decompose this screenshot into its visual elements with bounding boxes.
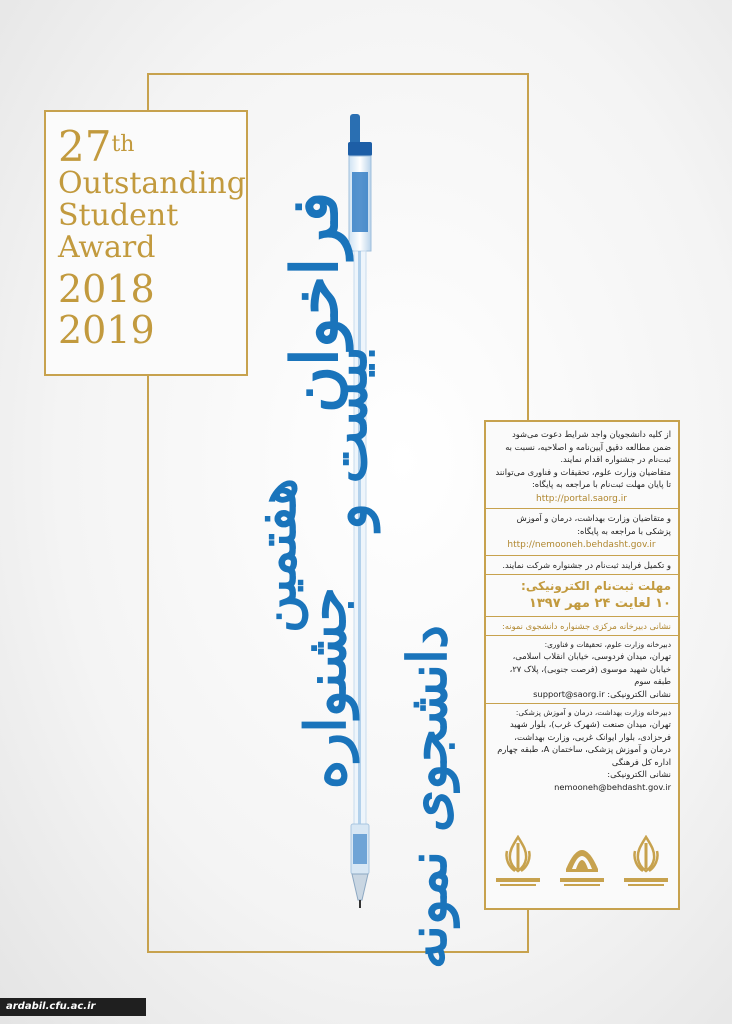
award-number: 27th [58, 122, 135, 171]
info-paragraph-2: متقاضیان وزارت علوم، تحقیقات و فناوری می‌توانند تا پایان مهلت ثبت‌نام با مراجعه به پایگاه: [495, 466, 671, 489]
award-year-1: 2018 [58, 267, 155, 311]
behdasht-link[interactable]: http://nemooneh.behdasht.gov.ir [507, 540, 656, 550]
award-suffix: th [111, 132, 135, 157]
info-paragraph-4: و تکمیل فرایند ثبت‌نام در جشنواره شرکت نمایند. [502, 559, 671, 570]
emblem-caption-bar [560, 878, 604, 882]
deadline-value: ۱۰ لغایت ۲۴ مهر ۱۳۹۷ [528, 596, 671, 611]
address-1-email[interactable]: نشانی الکترونیکی: support@saorg.ir [533, 688, 671, 699]
address-2-email[interactable]: نشانی الکترونیکی: nemooneh@behdasht.gov.ir [554, 769, 671, 792]
info-paragraph-3: و متقاضیان وزارت بهداشت، درمان و آموزش پزشکی با مراجعه به پایگاه: [516, 513, 671, 536]
address-title: نشانی دبیرخانه مرکزی جشنواره دانشجوی نمونه: [502, 621, 671, 631]
address-1-title: دبیرخانه وزارت علوم، تحقیقات و فناوری: [544, 640, 671, 649]
divider [486, 574, 678, 575]
info-panel [484, 420, 680, 910]
info-paragraph-1: از کلیه دانشجویان واجد شرایط دعوت می‌شود ضمن مطالعه دقیق آیین‌نامه و اصلاحیه، نسبت به ثبت‌نام در جشنواره اقدام نمایند. [505, 429, 671, 464]
address-2-title: دبیرخانه وزارت بهداشت، درمان و آموزش پزشکی: [515, 708, 671, 717]
title-word-5: دانشجوی نمونه [395, 624, 460, 970]
title-word-1: فراخوان [278, 191, 354, 414]
ministry-emblem-icon [492, 835, 544, 901]
festival-logo-icon [556, 835, 608, 901]
address-1-text: تهران، میدان فردوسی، خیابان انقلاب اسلامی، خیابان شهید موسوی (فرصت جنوبی)، پلاک ۲۷، طبقه سوم [509, 651, 671, 686]
divider [486, 616, 678, 617]
ministry-emblem-icon [620, 835, 672, 901]
divider [486, 635, 678, 636]
award-line-1: Outstanding [58, 166, 246, 201]
divider [486, 703, 678, 704]
title-word-4: جشنواره [293, 586, 360, 790]
award-line-2: Student [58, 198, 179, 233]
emblem-caption-bar [496, 878, 540, 882]
divider [486, 508, 678, 509]
emblem-caption-bar [500, 884, 536, 886]
award-box [44, 110, 248, 376]
emblem-caption-bar [628, 884, 664, 886]
award-year-2: 2019 [58, 308, 155, 352]
calligraphy-title [246, 145, 475, 970]
emblem-caption-bar [564, 884, 600, 886]
address-2-text: تهران، میدان صنعت (شهرک غرب)، بلوار شهید فرحزادی، بلوار ایوانک غربی، وزارت بهداشت، درمان و آموزش پزشکی، ساختمان A، طبقه چهارم اداره کل فرهنگی [497, 719, 671, 767]
divider [486, 555, 678, 556]
portal-link[interactable]: http://portal.saorg.ir [536, 493, 627, 504]
logos-row [486, 828, 678, 908]
award-line-3: Award [58, 230, 156, 265]
emblem-caption-bar [624, 878, 668, 882]
site-watermark: ardabil.cfu.ac.ir [0, 998, 146, 1016]
title-word-2: بیست و [313, 346, 380, 530]
title-word-3: هفتمین [246, 478, 308, 633]
deadline-label: مهلت ثبت‌نام الکترونیکی: [521, 579, 671, 593]
